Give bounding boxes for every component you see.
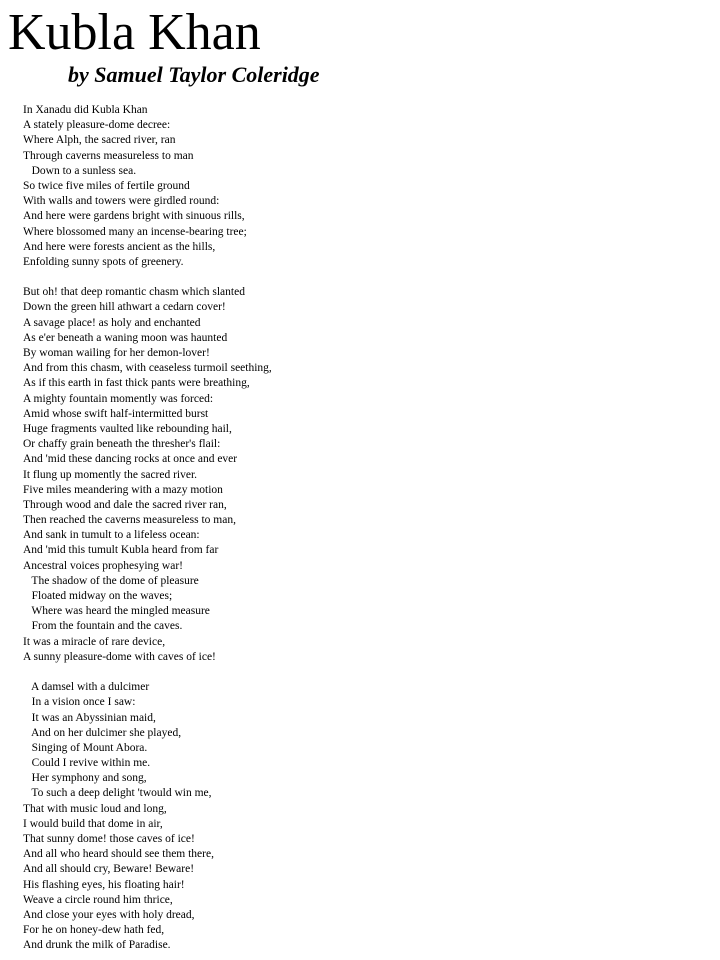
poem-line: And 'mid these dancing rocks at once and ever xyxy=(23,453,238,466)
poem-line: Then reached the caverns measureless to man, xyxy=(23,514,236,527)
poem-body xyxy=(23,103,272,954)
poem-line: Ancestral voices prophesying war! xyxy=(23,559,183,572)
poem-line: That with music loud and long, xyxy=(23,802,167,815)
poem-line: And here were forests ancient as the hills, xyxy=(23,240,216,253)
poem-line: Where blossomed many an incense-bearing tree; xyxy=(23,225,247,238)
poem-line: Where was heard the mingled measure xyxy=(23,605,210,618)
poem-line: And all should cry, Beware! Beware! xyxy=(23,863,195,876)
poem-line: As e'er beneath a waning moon was haunted xyxy=(23,331,228,344)
poem-line: Could I revive within me. xyxy=(23,757,151,770)
poem-line: To such a deep delight 'twould win me, xyxy=(23,787,212,800)
poem-line: His flashing eyes, his floating hair! xyxy=(23,878,185,891)
poem-line: That sunny dome! those caves of ice! xyxy=(23,833,195,845)
poem-line: A damsel with a dulcimer xyxy=(23,681,150,694)
poem-line: Floated midway on the waves; xyxy=(23,590,173,602)
poem-line: And 'mid this tumult Kubla heard from far xyxy=(23,544,219,557)
poem-line: And here were gardens bright with sinuous rills, xyxy=(23,210,245,223)
poem-line: And all who heard should see them there, xyxy=(23,848,214,861)
poem-line: So twice five miles of fertile ground xyxy=(23,179,190,192)
poem-line: Amid whose swift half-intermitted burst xyxy=(23,407,209,420)
poem-line: And sank in tumult to a lifeless ocean: xyxy=(23,529,200,542)
poem-line: It was a miracle of rare device, xyxy=(23,635,166,648)
poem-line: Singing of Mount Abora. xyxy=(23,741,148,754)
poem-line: A sunny pleasure-dome with caves of ice! xyxy=(23,650,216,663)
poem-line: And close your eyes with holy dread, xyxy=(23,908,195,921)
poem-line: From the fountain and the caves. xyxy=(23,620,183,633)
poem-line: Through wood and dale the sacred river ran, xyxy=(23,498,227,511)
poem-line: The shadow of the dome of pleasure xyxy=(23,574,199,587)
poem-line: Down to a sunless sea. xyxy=(23,164,137,177)
poem-line: A mighty fountain momently was forced: xyxy=(23,392,214,405)
poem-line: Her symphony and song, xyxy=(23,772,147,785)
poem-line: Down the green hill athwart a cedarn cover! xyxy=(23,301,226,314)
stanza-break xyxy=(23,665,272,680)
poem-author: by Samuel Taylor Coleridge xyxy=(68,62,320,87)
stanza-break xyxy=(23,270,272,285)
poem-line: I would build that dome in air, xyxy=(23,817,163,830)
poem-line: It was an Abyssinian maid, xyxy=(23,711,156,724)
poem-line: As if this earth in fast thick pants were breathing, xyxy=(23,377,250,390)
poem-line: Where Alph, the sacred river, ran xyxy=(23,134,176,147)
poem-line: And drunk the milk of Paradise. xyxy=(23,939,171,952)
poem-line: A savage place! as holy and enchanted xyxy=(23,316,201,329)
poem-line: For he on honey-dew hath fed, xyxy=(23,924,165,937)
poem-line: A stately pleasure-dome decree: xyxy=(23,119,171,132)
poem-line: And from this chasm, with ceaseless turmoil seething, xyxy=(23,362,272,375)
poem-line: Enfolding sunny spots of greenery. xyxy=(23,255,184,268)
poem-line: Or chaffy grain beneath the thresher's flail: xyxy=(23,438,221,451)
poem-line: With walls and towers were girdled round: xyxy=(23,195,220,208)
poem-line: And on her dulcimer she played, xyxy=(23,726,182,739)
poem-line: By woman wailing for her demon-lover! xyxy=(23,347,210,359)
poem-line: In a vision once I saw: xyxy=(23,696,136,709)
poem-line: But oh! that deep romantic chasm which slanted xyxy=(23,286,245,299)
poem-line: Huge fragments vaulted like rebounding hail, xyxy=(23,422,232,435)
poem-line: It flung up momently the sacred river. xyxy=(23,468,198,481)
poem-line: Five miles meandering with a mazy motion xyxy=(23,483,223,496)
poem-line: Through caverns measureless to man xyxy=(23,149,194,162)
poem-title: Kubla Khan xyxy=(8,4,261,61)
poem-line: In Xanadu did Kubla Khan xyxy=(23,104,148,116)
poem-line: Weave a circle round him thrice, xyxy=(23,893,173,906)
